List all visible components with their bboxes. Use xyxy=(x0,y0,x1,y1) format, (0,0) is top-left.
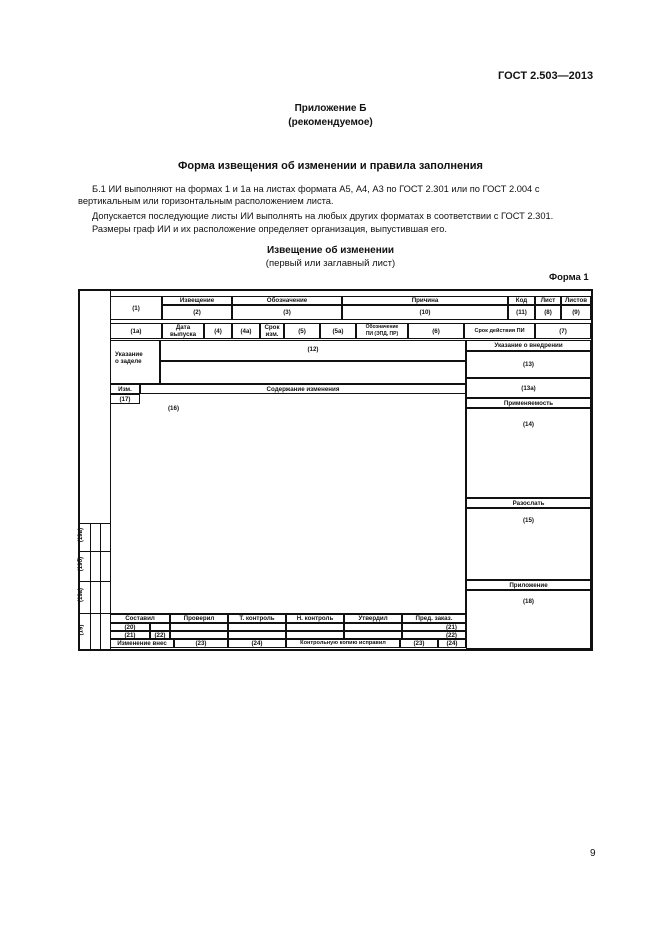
header-applicability: Применяемость xyxy=(466,398,591,408)
paragraph-1-cont: вертикальным или горизонтальным расположением листа. xyxy=(78,196,334,206)
cell-5a: (5а) xyxy=(320,323,356,339)
cell-18: (18) xyxy=(466,590,591,649)
cell-21: (21) xyxy=(110,631,150,639)
cell-23: (23) xyxy=(174,639,228,648)
margin-line xyxy=(80,581,110,582)
header-implementation: Указание о внедрении xyxy=(466,340,591,351)
margin-line xyxy=(100,523,101,649)
standard-number: ГОСТ 2.503—2013 xyxy=(498,70,594,82)
cell-12: (12) xyxy=(160,340,466,361)
cell-1a: (1а) xyxy=(110,323,162,339)
paragraph-3: Размеры граф ИИ и их расположение определяет организация, выпустившая его. xyxy=(92,224,447,234)
header-control-copy: Контрольную копию исправил xyxy=(286,639,400,648)
form-number: Форма 1 xyxy=(549,272,589,283)
cell-10: (10) xyxy=(342,305,508,320)
cell-15: (15) xyxy=(466,508,591,580)
header-designation: Обозначение xyxy=(232,296,342,305)
header-compiled: Составил xyxy=(110,614,170,623)
header-change-term: Срок изм. xyxy=(260,323,284,339)
cell-14: (14) xyxy=(466,408,591,498)
header-pi-designation: Обозначение ПИ (ЭПД, ПР) xyxy=(356,323,408,339)
sign-blank xyxy=(344,631,402,639)
cell-24: (24) xyxy=(228,639,286,648)
cell-8: (8) xyxy=(535,305,561,320)
header-sheets: Листов xyxy=(561,296,591,305)
header-change-content: Содержание изменения xyxy=(140,384,466,394)
header-changed-by: Изменение внес xyxy=(110,639,174,648)
cell-6: (6) xyxy=(408,323,464,339)
header-notice: Извещение xyxy=(162,296,232,305)
header-norm-control: Н. контроль xyxy=(286,614,344,623)
cell-22: (22) xyxy=(150,631,170,639)
margin-line xyxy=(80,523,110,524)
form-subtitle: (первый или заглавный лист) xyxy=(265,258,396,269)
page-number: 9 xyxy=(590,848,596,859)
cell-4: (4) xyxy=(204,323,232,339)
cell-24-right: (24) xyxy=(438,639,466,648)
section-title: Форма извещения об изменении и правила заполнения xyxy=(178,160,483,172)
margin-line xyxy=(80,551,110,552)
cell-22-right: (22) xyxy=(402,631,466,639)
sign-blank xyxy=(286,623,344,631)
margin-label: (19) xyxy=(78,624,85,636)
form-title: Извещение об изменении xyxy=(266,245,395,256)
sign-blank xyxy=(170,623,228,631)
cell-4a: (4а) xyxy=(232,323,260,339)
header-change-no: Изм. xyxy=(110,384,140,394)
cell-13: (13) xyxy=(466,351,591,378)
header-checked: Проверил xyxy=(170,614,228,623)
notice-form-frame xyxy=(78,289,593,651)
sign-blank xyxy=(170,631,228,639)
header-sheet: Лист xyxy=(535,296,561,305)
header-backlog: Указание о заделе xyxy=(110,340,160,384)
sign-blank xyxy=(344,623,402,631)
sign-blank xyxy=(228,631,286,639)
margin-label: (19в) xyxy=(78,527,85,543)
cell-1: (1) xyxy=(110,296,162,320)
cell-5: (5) xyxy=(284,323,320,339)
cell-23-right: (23) xyxy=(400,639,438,648)
appendix-title: Приложение Б xyxy=(294,103,367,114)
margin-line xyxy=(90,523,91,649)
cell-7: (7) xyxy=(535,323,591,339)
header-tech-control: Т. контроль xyxy=(228,614,286,623)
cell-20: (20) xyxy=(110,623,150,631)
appendix-subtitle: (рекомендуемое) xyxy=(288,117,373,128)
header-code: Код xyxy=(508,296,535,305)
cell-21-right: (21) xyxy=(402,623,466,631)
margin-label: (19а) xyxy=(78,587,85,603)
header-issue-date: Дата выпуска xyxy=(162,323,204,339)
paragraph-2: Допускается последующие листы ИИ выполнять на любых других форматах в соответствии с ГОСТ 2.301. xyxy=(92,211,554,221)
header-distribute: Разослать xyxy=(466,498,591,508)
sign-blank xyxy=(286,631,344,639)
header-customer-rep: Пред. заказ. xyxy=(402,614,466,623)
header-attachment: Приложение xyxy=(466,580,591,590)
cell-11: (11) xyxy=(508,305,535,320)
sign-blank xyxy=(150,623,170,631)
cell-16: (16) xyxy=(110,394,466,614)
cell-2: (2) xyxy=(162,305,232,320)
header-reason: Причина xyxy=(342,296,508,305)
header-pi-validity: Срок действия ПИ xyxy=(464,323,535,339)
header-approved: Утвердил xyxy=(344,614,402,623)
cell-17: (17) xyxy=(110,394,140,404)
cell-13a: (13а) xyxy=(466,378,591,398)
margin-label: (19б) xyxy=(78,556,85,572)
sign-blank xyxy=(228,623,286,631)
margin-line xyxy=(80,613,110,614)
cell-3: (3) xyxy=(232,305,342,320)
paragraph-1: Б.1 ИИ выполняют на формах 1 и 1а на листах формата А5, А4, А3 по ГОСТ 2.301 или по ГОСТ 2.004 с xyxy=(92,184,540,194)
cell-9: (9) xyxy=(561,305,591,320)
cell-12-blank xyxy=(160,361,466,384)
